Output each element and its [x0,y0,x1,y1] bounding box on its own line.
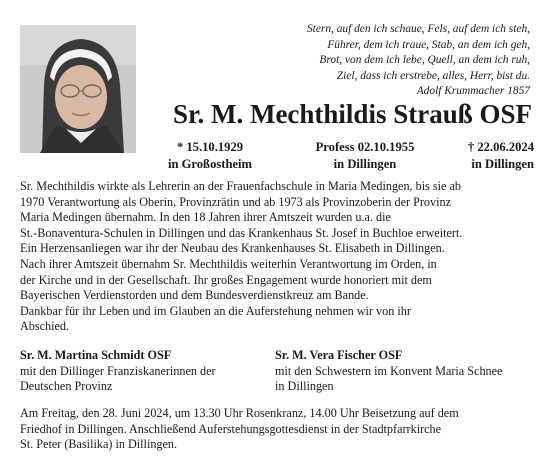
profess-date [290,139,440,173]
poem-author: Adolf Krummacher 1857 [416,85,530,98]
birth-date [148,139,272,173]
biography-line: Sr. Mechthildis wirkte als Lehrerin an der Frauenfachschule in Maria Medingen, bis sie ab [20,179,461,193]
death-date [444,139,534,173]
signatory-line: mit den Dillinger Franziskanerinnen der [20,363,216,378]
signatory-line: in Dillingen [275,379,334,394]
service-line: St. Peter (Basilika) in Dillingen. [20,437,178,452]
profess-date-value: Profess 02.10.1955 [315,140,415,154]
biography-line: der Kirche und in der Gesellschaft. Ihr großes Engagement wurde honoriert mit dem [20,272,432,287]
service-line: Am Freitag, den 28. Juni 2024, um 13.30 Uhr Rosenkranz, 14.00 Uhr Beisetzung auf dem [20,406,459,420]
biography-line: Bayerischen Verdienstorden und dem Bundesverdienstkreuz am Bande. [20,288,369,303]
service-line: Friedhof in Dillingen. Anschließend Auferstehungsgottesdienst in der Stadtpfarrkirche [20,421,442,436]
birth-place: in Großostheim [167,157,253,171]
portrait-photo [20,25,136,153]
biography-line: Maria Medingen übernahm. In den 18 Jahren ihrer Amtszeit wurden u.a. die [20,210,391,225]
signature-right [275,348,545,395]
poem-line: Führer, dem ich traue, Stab, an dem ich geh, [327,38,530,51]
signatory-line: Deutschen Provinz [20,379,113,394]
gratitude-line: Abschied. [20,319,70,334]
life-dates [150,139,534,175]
profess-place: in Dillingen [333,157,397,171]
poem-line: Ziel, dass ich erstrebe, alles, Herr, bist du. [336,69,530,82]
poem-line: Brot, von dem ich lebe, Quell, an dem ich ruh, [319,54,530,67]
birth-date-value: * 15.10.1929 [176,140,244,154]
biography-line: St.-Bonaventura-Schulen in Dillingen und das Krankenhaus St. Josef in Buchloe erweitert. [20,225,463,240]
signatory-name: Sr. M. Martina Schmidt OSF [20,348,172,362]
gratitude-line: Dankbar für ihr Leben und im Glauben an die Auferstehung nehmen wir von ihr [20,303,411,318]
funeral-service-info [20,406,536,453]
biography-line: Nach ihrer Amtszeit übernahm Sr. Mechthildis weiterhin Verantwortung im Orden, in [20,256,437,271]
poem-quote [200,22,530,100]
death-place: in Dillingen [471,157,534,171]
biography-line: 1970 Verantwortung als Oberin, Provinzrätin und ab 1973 als Provinzoberin der Provinz [20,194,451,209]
signatory-name: Sr. M. Vera Fischer OSF [275,348,403,362]
biography-line: Ein Herzensanliegen war ihr der Neubau des Krankenhauses St. Elisabeth in Dillingen. [20,241,445,256]
signature-left [20,348,270,395]
death-date-value: † 22.06.2024 [467,140,534,154]
deceased-name: Sr. M. Mechthildis Strauß OSF [172,99,532,129]
poem-line: Stern, auf den ich schaue, Fels, auf dem ich steh, [306,23,530,35]
signatory-line: mit den Schwestern im Konvent Maria Schnee [275,363,503,378]
biography-text [20,179,536,335]
